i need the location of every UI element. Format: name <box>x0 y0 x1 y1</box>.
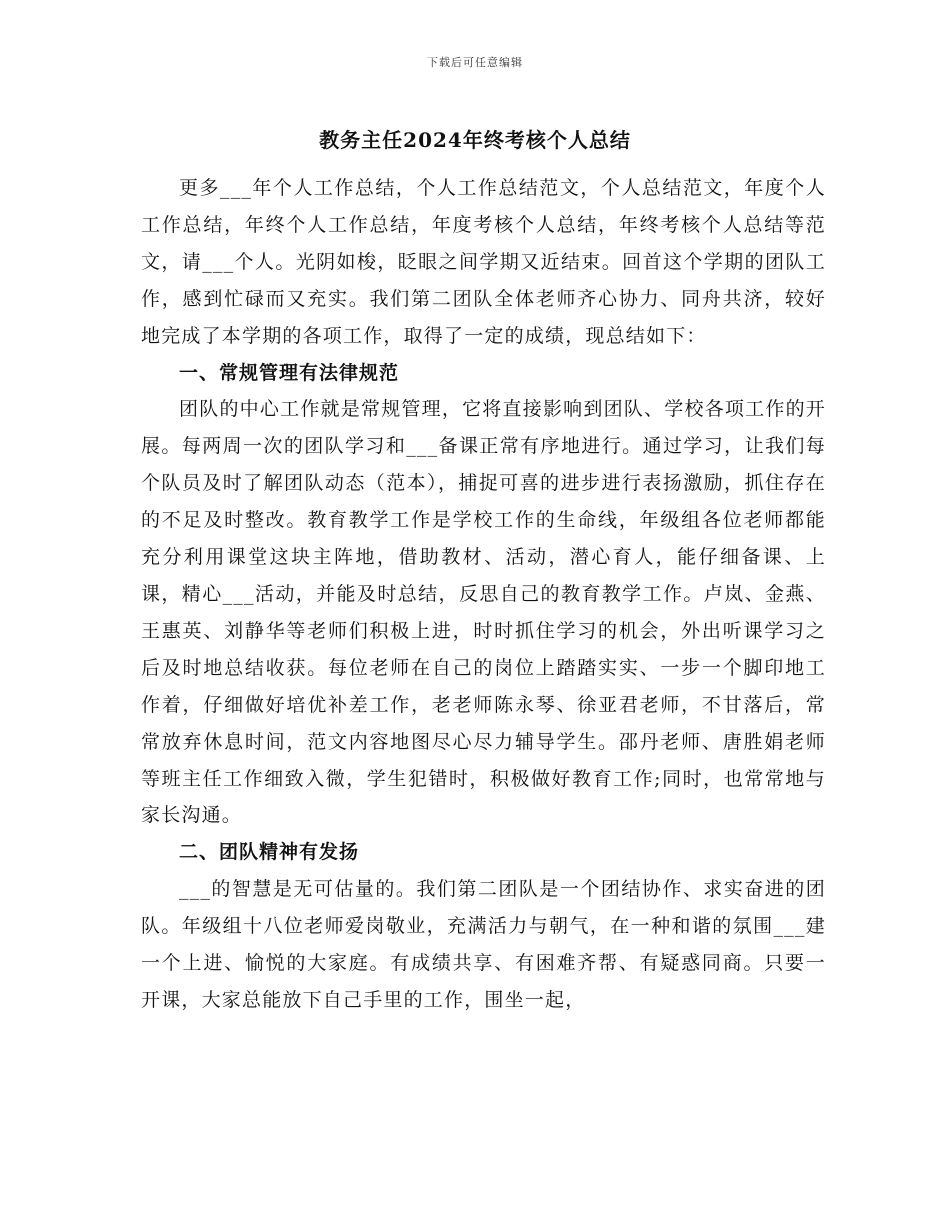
section-1-paragraph: 团队的中心工作就是常规管理，它将直接影响到团队、学校各项工作的开展。每两周一次的团队学习和___备课正常有序地进行。通过学习，让我们每个队员及时了解团队动态（范本），捕捉可喜的进步进行表扬激励，抓住存在的不足及时整改。教育教学工作是学校工作的生命线，年级组各位老师都能充分利用课堂这块主阵地，借助教材、活动，潜心育人，能仔细备课、上课，精心___活动，并能及时总结，反思自己的教育教学工作。卢岚、金燕、王惠英、刘静华等老师们积极上进，时时抓住学习的机会，外出听课学习之后及时地总结收获。每位老师在自己的岗位上踏踏实实、一步一个脚印地工作着，仔细做好培优补差工作，老老师陈永琴、徐亚君老师，不甘落后，常常放弃休息时间，范文内容地图尽心尽力辅导学生。邵丹老师、唐胜娟老师等班主任工作细致入微，学生犯错时，积极做好教育工作;同时，也常常地与家长沟通。 <box>141 398 826 827</box>
section-heading-2: 二、团队精神有发扬 <box>179 841 360 864</box>
document-body <box>141 170 826 1019</box>
header-note: 下载后可任意编辑 <box>427 56 523 69</box>
intro-paragraph: 更多___年个人工作总结，个人工作总结范文，个人总结范文，年度个人工作总结，年终个人工作总结，年度考核个人总结，年终考核个人总结等范文，请___个人。光阴如梭，眨眼之间学期又近结束。回首这个学期的团队工作，感到忙碌而又充实。我们第二团队全体老师齐心协力、同舟共济，较好地完成了本学期的各项工作，取得了一定的成绩，现总结如下： <box>141 177 826 347</box>
document-title: 教务主任2024年终考核个人总结 <box>319 128 631 152</box>
section-2-paragraph: ___的智慧是无可估量的。我们第二团队是一个团结协作、求实奋进的团队。年级组十八位老师爱岗敬业，充满活力与朝气，在一种和谐的氛围___建一个上进、愉悦的大家庭。有成绩共享、有困难齐帮、有疑惑同商。只要一开课，大家总能放下自己手里的工作，围坐一起， <box>141 878 826 1011</box>
section-heading-1: 一、常规管理有法律规范 <box>179 361 400 384</box>
